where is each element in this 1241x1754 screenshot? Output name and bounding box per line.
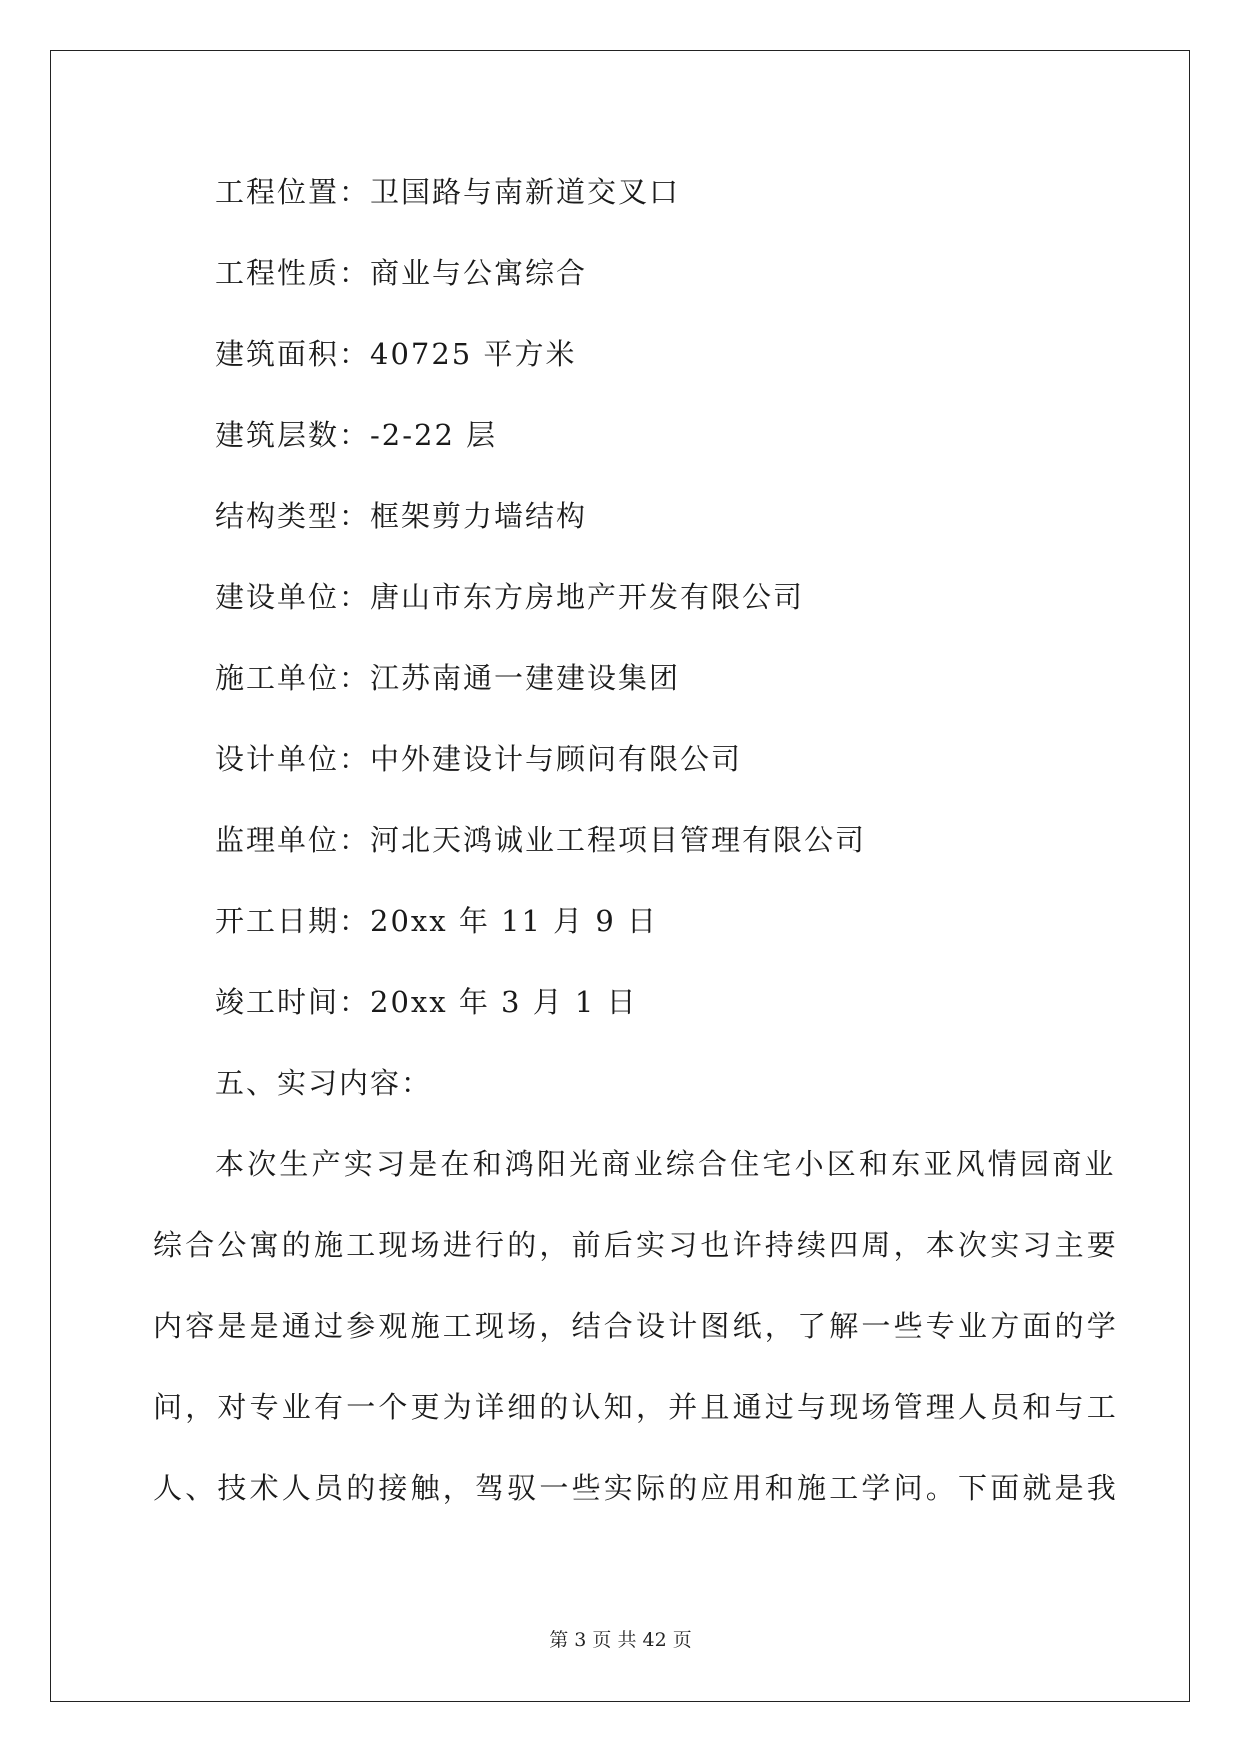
field-floors: 建筑层数：-2-22 层 xyxy=(215,418,498,452)
field-project-location: 工程位置：卫国路与南新道交叉口 xyxy=(215,175,681,209)
paragraph-line: 综合公寓的施工现场进行的，前后实习也许持续四周，本次实习主要 xyxy=(153,1228,1120,1262)
paragraph-line: 内容是是通过参观施工现场，结合设计图纸，了解一些专业方面的学 xyxy=(153,1309,1120,1343)
field-developer: 建设单位：唐山市东方房地产开发有限公司 xyxy=(215,580,805,614)
page-border xyxy=(50,50,1190,1702)
page-number-footer: 第 3 页 共 42 页 xyxy=(549,1629,692,1651)
paragraph-line: 人、技术人员的接触，驾驭一些实际的应用和施工学问。下面就是我 xyxy=(153,1471,1120,1505)
field-project-nature: 工程性质：商业与公寓综合 xyxy=(215,256,588,290)
field-supervisor: 监理单位：河北天鸿诚业工程项目管理有限公司 xyxy=(215,823,867,857)
field-designer: 设计单位：中外建设计与顾问有限公司 xyxy=(215,742,743,776)
section-heading: 五、实习内容： xyxy=(215,1066,433,1100)
paragraph-line: 本次生产实习是在和鸿阳光商业综合住宅小区和东亚风情园商业 xyxy=(215,1147,1117,1181)
field-start-date: 开工日期：20xx 年 11 月 9 日 xyxy=(215,904,659,938)
field-structure-type: 结构类型：框架剪力墙结构 xyxy=(215,499,588,533)
field-completion-date: 竣工时间：20xx 年 3 月 1 日 xyxy=(215,985,638,1019)
field-contractor: 施工单位：江苏南通一建建设集团 xyxy=(215,661,681,695)
paragraph-line: 问，对专业有一个更为详细的认知，并且通过与现场管理人员和与工 xyxy=(153,1390,1120,1424)
field-building-area: 建筑面积：40725 平方米 xyxy=(215,337,577,371)
